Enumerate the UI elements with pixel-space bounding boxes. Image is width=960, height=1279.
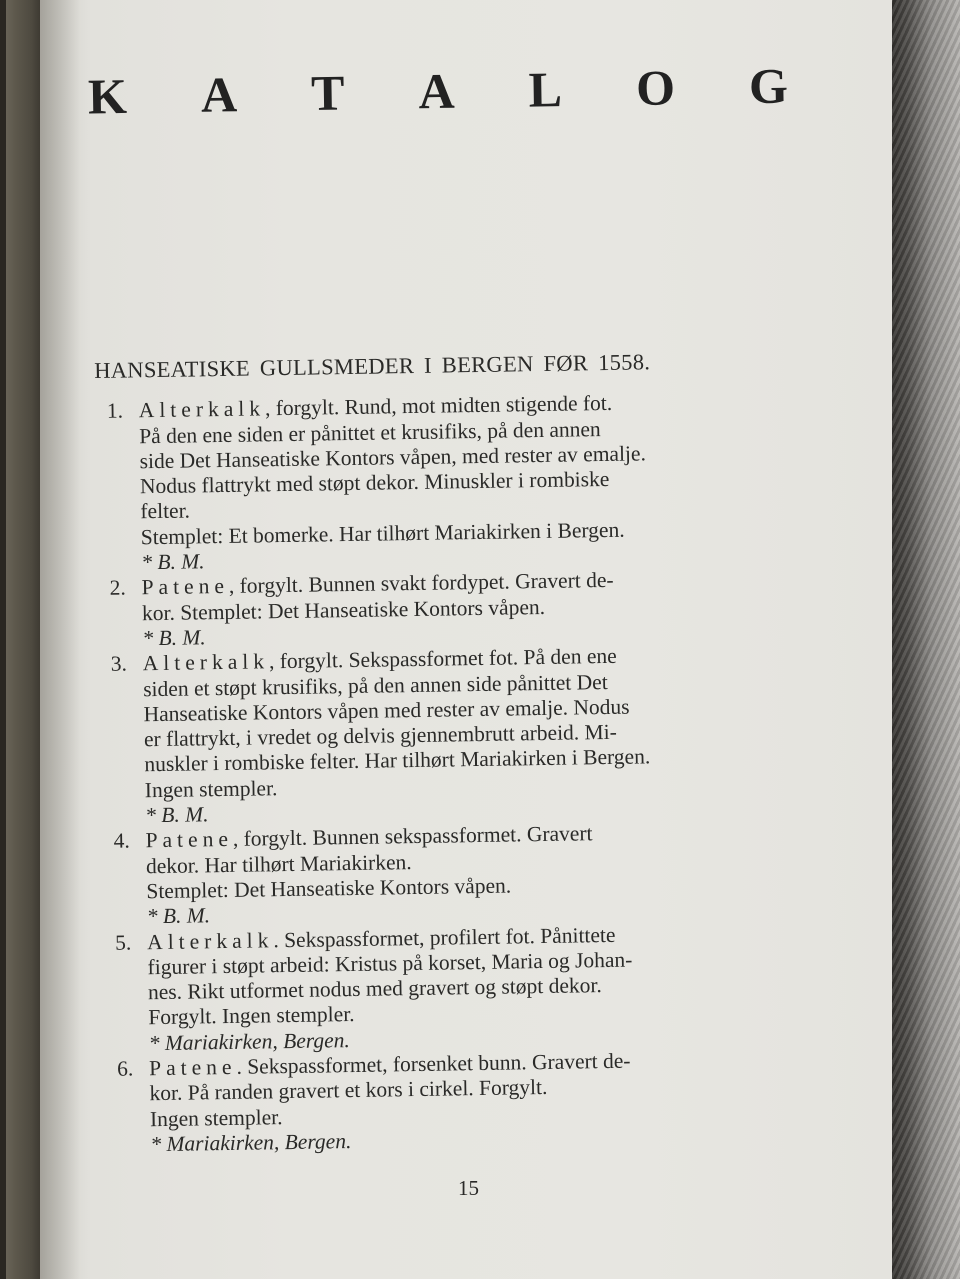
- entry-line: Alterkalk. Sekspassformet, profilert fot. Pånittete: [146, 922, 616, 954]
- entry-line: Patene, forgylt. Bunnen sekspassformet. Gravert: [145, 821, 593, 853]
- entry-line: er flattrykt, i vredet og delvis gjennembrutt arbeid. Mi-: [143, 719, 618, 752]
- title-letter: G: [748, 57, 789, 115]
- entry-item-name: Patene: [145, 827, 234, 853]
- page-title: [88, 57, 789, 126]
- entry-line: Patene, forgylt. Bunnen svakt fordypet. Gravert de-: [141, 568, 614, 600]
- entry-line: dekor. Har tilhørt Mariakirken.: [145, 849, 412, 878]
- entry-item-name: Alterkalk: [142, 649, 270, 676]
- fabric-background: [890, 0, 960, 1279]
- entry-reference: * Mariakirken, Bergen.: [148, 1027, 350, 1055]
- entry-line: Patene. Sekspassformet, forsenket bunn. Gravert de-: [148, 1048, 631, 1081]
- entry-line: Ingen stempler.: [144, 775, 278, 803]
- book-page: [40, 0, 892, 1279]
- entry-line: Ingen stempler.: [149, 1104, 283, 1131]
- entry-number: 4.: [113, 828, 130, 854]
- entry-reference: * Mariakirken, Bergen.: [150, 1128, 352, 1157]
- entry-number: 1.: [106, 398, 124, 424]
- entry-reference: * B. M.: [146, 903, 211, 929]
- catalog-entry: [101, 819, 783, 931]
- book-cover-edge: [0, 0, 6, 1279]
- entry-line: nuskler i rombiske felter. Har tilhørt Mariakirken i Bergen.: [144, 744, 651, 777]
- entry-number: 5.: [114, 930, 132, 955]
- entry-line: Alterkalk, forgylt. Rund, mot midten stigende fot.: [138, 391, 613, 423]
- entry-item-name: Alterkalk: [138, 396, 266, 423]
- title-letter: A: [418, 62, 456, 120]
- title-letter: T: [310, 64, 345, 121]
- catalog-entry: [99, 642, 782, 830]
- title-letter: A: [200, 66, 238, 123]
- title-letter: K: [87, 67, 128, 125]
- entry-line: side Det Hanseatiske Kontors våpen, med rester av emalje.: [139, 441, 647, 474]
- title-letter: L: [528, 61, 563, 118]
- entry-reference: * B. M.: [141, 549, 205, 575]
- entry-line: felter.: [140, 498, 191, 524]
- entry-number: 3.: [110, 651, 128, 677]
- catalog-entry: [95, 389, 778, 577]
- entry-line: kor. På randen gravert et kors i cirkel. Forgylt.: [149, 1075, 548, 1106]
- entry-line: siden et støpt krusifiks, på den annen side pånittet Det: [143, 669, 608, 701]
- page-number: 15: [458, 1176, 479, 1200]
- entry-line: Alterkalk, forgylt. Sekspassformet fot. På den ene: [142, 644, 617, 676]
- entry-line: Stemplet: Et bomerke. Har tilhørt Mariakirken i Bergen.: [140, 517, 625, 550]
- catalog-entry: [97, 566, 778, 653]
- entry-line: Nodus flattrykt med støpt dekor. Minuskler i rombiske: [139, 467, 610, 499]
- entry-item-name: Patene: [141, 574, 230, 600]
- entry-line: På den ene siden er pånittet et krusifiks, på den annen: [139, 416, 601, 448]
- entry-number: 2.: [109, 575, 126, 601]
- entry-line: Forgylt. Ingen stempler.: [148, 1002, 355, 1030]
- entry-reference: * B. M.: [145, 802, 209, 828]
- catalog-entry: [103, 920, 785, 1057]
- entry-reference: * B. M.: [142, 625, 206, 651]
- section-heading: HANSEATISKE GULLSMEDER I BERGEN FØR 1558.: [94, 349, 651, 383]
- entry-line: nes. Rikt utformet nodus med gravert og støpt dekor.: [147, 973, 602, 1005]
- catalog-content: [94, 347, 786, 1158]
- entry-line: Hanseatiske Kontors våpen med rester av emalje. Nodus: [143, 694, 630, 727]
- entry-item-name: Alterkalk: [146, 927, 274, 954]
- entry-line: figurer i støpt arbeid: Kristus på korset, Maria og Johan-: [147, 947, 633, 980]
- title-letter: O: [635, 59, 676, 116]
- entry-line: Stemplet: Det Hanseatiske Kontors våpen.: [146, 873, 512, 904]
- entry-line: kor. Stemplet: Det Hanseatiske Kontors våpen.: [141, 594, 546, 625]
- entry-number: 6.: [116, 1056, 134, 1081]
- entry-item-name: Patene: [148, 1054, 237, 1081]
- catalog-entry: [105, 1046, 787, 1158]
